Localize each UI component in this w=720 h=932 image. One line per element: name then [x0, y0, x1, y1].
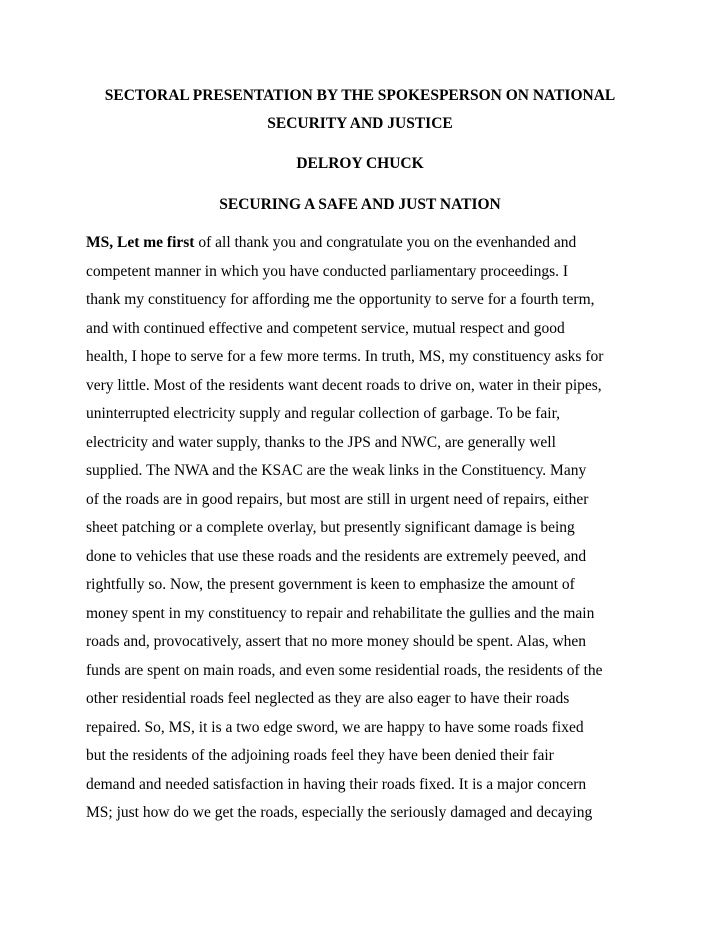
- document-title: [0, 86, 720, 142]
- paragraph-line: repaired. So, MS, it is a two edge sword, we are happy to have some roads fixed: [86, 718, 584, 736]
- paragraph-line: funds are spent on main roads, and even some residential roads, the residents of the: [86, 661, 603, 679]
- paragraph-line: money spent in my constituency to repair and rehabilitate the gullies and the main: [86, 604, 595, 622]
- document-subtitle: SECURING A SAFE AND JUST NATION: [219, 196, 501, 213]
- title-line-2: SECURITY AND JUSTICE: [267, 115, 453, 132]
- paragraph-line: demand and needed satisfaction in having their roads fixed. It is a major concern: [86, 775, 587, 793]
- author-name: DELROY CHUCK: [296, 155, 424, 172]
- paragraph-line: competent manner in which you have conducted parliamentary proceedings. I: [86, 262, 569, 280]
- title-line-1: SECTORAL PRESENTATION BY THE SPOKESPERSON ON NATIONAL: [104, 87, 616, 104]
- paragraph-line: but the residents of the adjoining roads feel they have been denied their fair: [86, 747, 554, 764]
- paragraph-line: health, I hope to serve for a few more terms. In truth, MS, my constituency asks for: [86, 348, 604, 365]
- paragraph-line: done to vehicles that use these roads and the residents are extremely peeved, and: [86, 547, 587, 565]
- paragraph-line: MS; just how do we get the roads, especially the seriously damaged and decaying: [86, 804, 593, 821]
- paragraph-line: supplied. The NWA and the KSAC are the weak links in the Constituency. Many: [86, 462, 587, 479]
- paragraph-line: very little. Most of the residents want decent roads to drive on, water in their pipes,: [86, 376, 602, 394]
- paragraph-line: and with continued effective and competent service, mutual respect and good: [86, 319, 565, 337]
- paragraph-line: roads and, provocatively, assert that no more money should be spent. Alas, when: [86, 633, 587, 650]
- lead-in-text: MS, Let me first: [86, 234, 195, 251]
- first-line-text: of all thank you and congratulate you on the evenhanded and: [194, 234, 577, 251]
- body-paragraph: [86, 233, 646, 832]
- paragraph-line: rightfully so. Now, the present government is keen to emphasize the amount of: [86, 576, 575, 593]
- paragraph-line: uninterrupted electricity supply and regular collection of garbage. To be fair,: [86, 405, 561, 422]
- paragraph-line-1: [86, 233, 646, 262]
- paragraph-line: electricity and water supply, thanks to the JPS and NWC, are generally well: [86, 433, 556, 451]
- paragraph-line: sheet patching or a complete overlay, but presently significant damage is being: [86, 519, 575, 536]
- paragraph-line: other residential roads feel neglected as they are also eager to have their roads: [86, 690, 570, 707]
- paragraph-line: of the roads are in good repairs, but most are still in urgent need of repairs, either: [86, 490, 589, 508]
- paragraph-line: thank my constituency for affording me the opportunity to serve for a fourth term,: [86, 291, 595, 308]
